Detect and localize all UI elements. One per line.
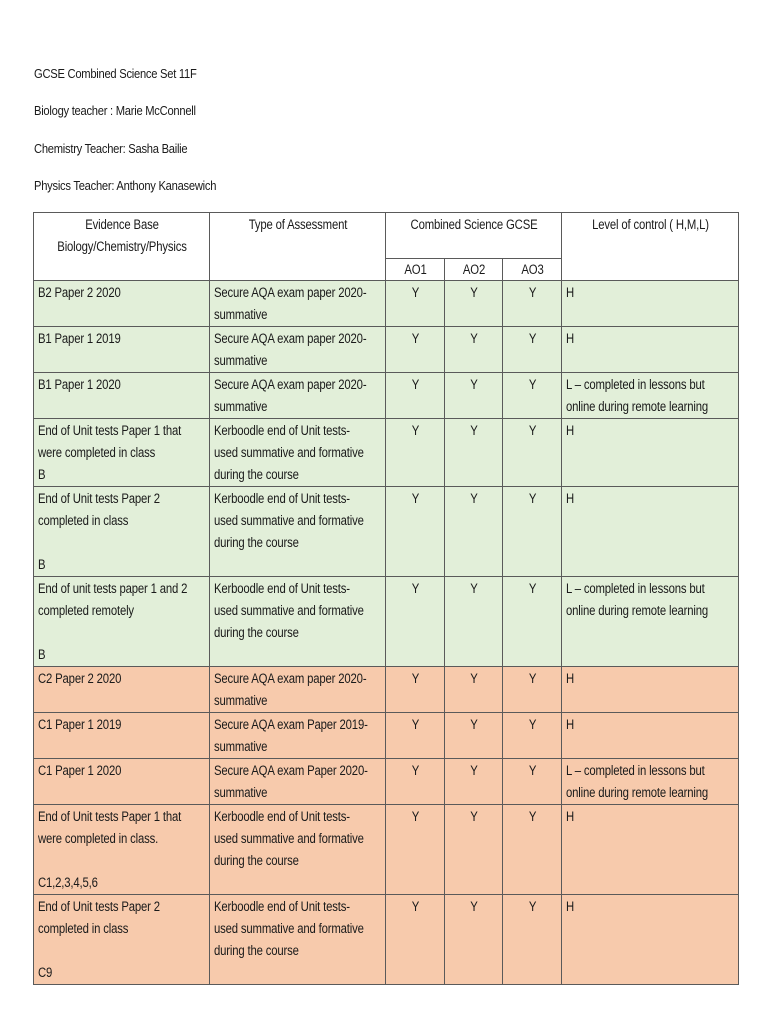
evidence-base-header: Evidence Base Biology/Chemistry/Physics [34,213,210,281]
level-of-control-cell: H [562,419,739,487]
ao3-cell: Y [503,419,562,487]
ao3-cell: Y [503,373,562,419]
level-of-control-cell: H [562,281,739,327]
evidence-cell: C1 Paper 1 2019 [34,713,210,759]
evidence-cell: C2 Paper 2 2020 [34,667,210,713]
table-row [34,895,739,985]
ao1-header: AO1 [386,259,445,281]
table-row [34,281,739,327]
table-row [34,373,739,419]
assessment-type-cell: Secure AQA exam paper 2020- summative [210,373,386,419]
table-row [34,327,739,373]
ao2-cell: Y [445,327,503,373]
assessment-type-cell: Secure AQA exam Paper 2020- summative [210,759,386,805]
level-of-control-cell: H [562,895,739,985]
ao2-cell: Y [445,419,503,487]
ao3-cell: Y [503,577,562,667]
ao2-cell: Y [445,577,503,667]
ao1-cell: Y [386,281,445,327]
assessment-type-cell: Secure AQA exam paper 2020- summative [210,327,386,373]
evidence-cell: B1 Paper 1 2020 [34,373,210,419]
ao3-cell: Y [503,713,562,759]
evidence-cell: End of Unit tests Paper 1 that were completed in class. C1,2,3,4,5,6 [34,805,210,895]
level-of-control-header: Level of control ( H,M,L) [562,213,739,281]
assessment-table [33,212,739,985]
level-of-control-cell: L – completed in lessons but online during remote learning [562,577,739,667]
assessment-type-cell: Secure AQA exam paper 2020- summative [210,281,386,327]
ao3-cell: Y [503,759,562,805]
evidence-cell: B2 Paper 2 2020 [34,281,210,327]
combined-science-gcse-header: Combined Science GCSE [386,213,562,259]
physics-teacher-line: Physics Teacher: Anthony Kanasewich [34,178,217,193]
ao2-cell: Y [445,487,503,577]
ao2-cell: Y [445,759,503,805]
ao2-header: AO2 [445,259,503,281]
biology-teacher-line: Biology teacher : Marie McConnell [34,103,196,118]
table-row [34,419,739,487]
table-row [34,805,739,895]
ao1-cell: Y [386,667,445,713]
assessment-type-cell: Secure AQA exam Paper 2019- summative [210,713,386,759]
evidence-cell: C1 Paper 1 2020 [34,759,210,805]
ao1-cell: Y [386,373,445,419]
ao2-cell: Y [445,281,503,327]
ao2-cell: Y [445,713,503,759]
ao2-cell: Y [445,667,503,713]
chemistry-teacher-line: Chemistry Teacher: Sasha Bailie [34,141,188,156]
table-row [34,577,739,667]
ao3-header: AO3 [503,259,562,281]
assessment-type-cell: Secure AQA exam paper 2020- summative [210,667,386,713]
table-body [34,281,739,985]
ao1-cell: Y [386,487,445,577]
ao1-cell: Y [386,805,445,895]
ao1-cell: Y [386,419,445,487]
evidence-cell: End of unit tests paper 1 and 2 completed remotely B [34,577,210,667]
evidence-cell: B1 Paper 1 2019 [34,327,210,373]
ao1-cell: Y [386,577,445,667]
assessment-type-header: Type of Assessment [210,213,386,281]
level-of-control-cell: H [562,487,739,577]
assessment-type-cell: Kerboodle end of Unit tests- used summative and formative during the course [210,577,386,667]
evidence-cell: End of Unit tests Paper 2 completed in class B [34,487,210,577]
assessment-type-cell: Kerboodle end of Unit tests- used summative and formative during the course [210,419,386,487]
evidence-cell: End of Unit tests Paper 1 that were completed in class B [34,419,210,487]
ao2-cell: Y [445,895,503,985]
level-of-control-cell: H [562,327,739,373]
assessment-type-cell: Kerboodle end of Unit tests- used summative and formative during the course [210,805,386,895]
level-of-control-cell: H [562,805,739,895]
evidence-cell: End of Unit tests Paper 2 completed in class C9 [34,895,210,985]
assessment-type-cell: Kerboodle end of Unit tests- used summative and formative during the course [210,895,386,985]
document-title: GCSE Combined Science Set 11F [34,66,197,81]
ao2-cell: Y [445,805,503,895]
table-row [34,759,739,805]
ao3-cell: Y [503,281,562,327]
level-of-control-cell: L – completed in lessons but online during remote learning [562,373,739,419]
level-of-control-cell: L – completed in lessons but online during remote learning [562,759,739,805]
ao1-cell: Y [386,713,445,759]
level-of-control-cell: H [562,713,739,759]
assessment-type-cell: Kerboodle end of Unit tests- used summative and formative during the course [210,487,386,577]
table-row [34,487,739,577]
table-row [34,667,739,713]
ao2-cell: Y [445,373,503,419]
ao1-cell: Y [386,327,445,373]
table-row [34,713,739,759]
ao3-cell: Y [503,327,562,373]
ao1-cell: Y [386,895,445,985]
ao1-cell: Y [386,759,445,805]
ao3-cell: Y [503,805,562,895]
ao3-cell: Y [503,895,562,985]
ao3-cell: Y [503,487,562,577]
ao3-cell: Y [503,667,562,713]
level-of-control-cell: H [562,667,739,713]
